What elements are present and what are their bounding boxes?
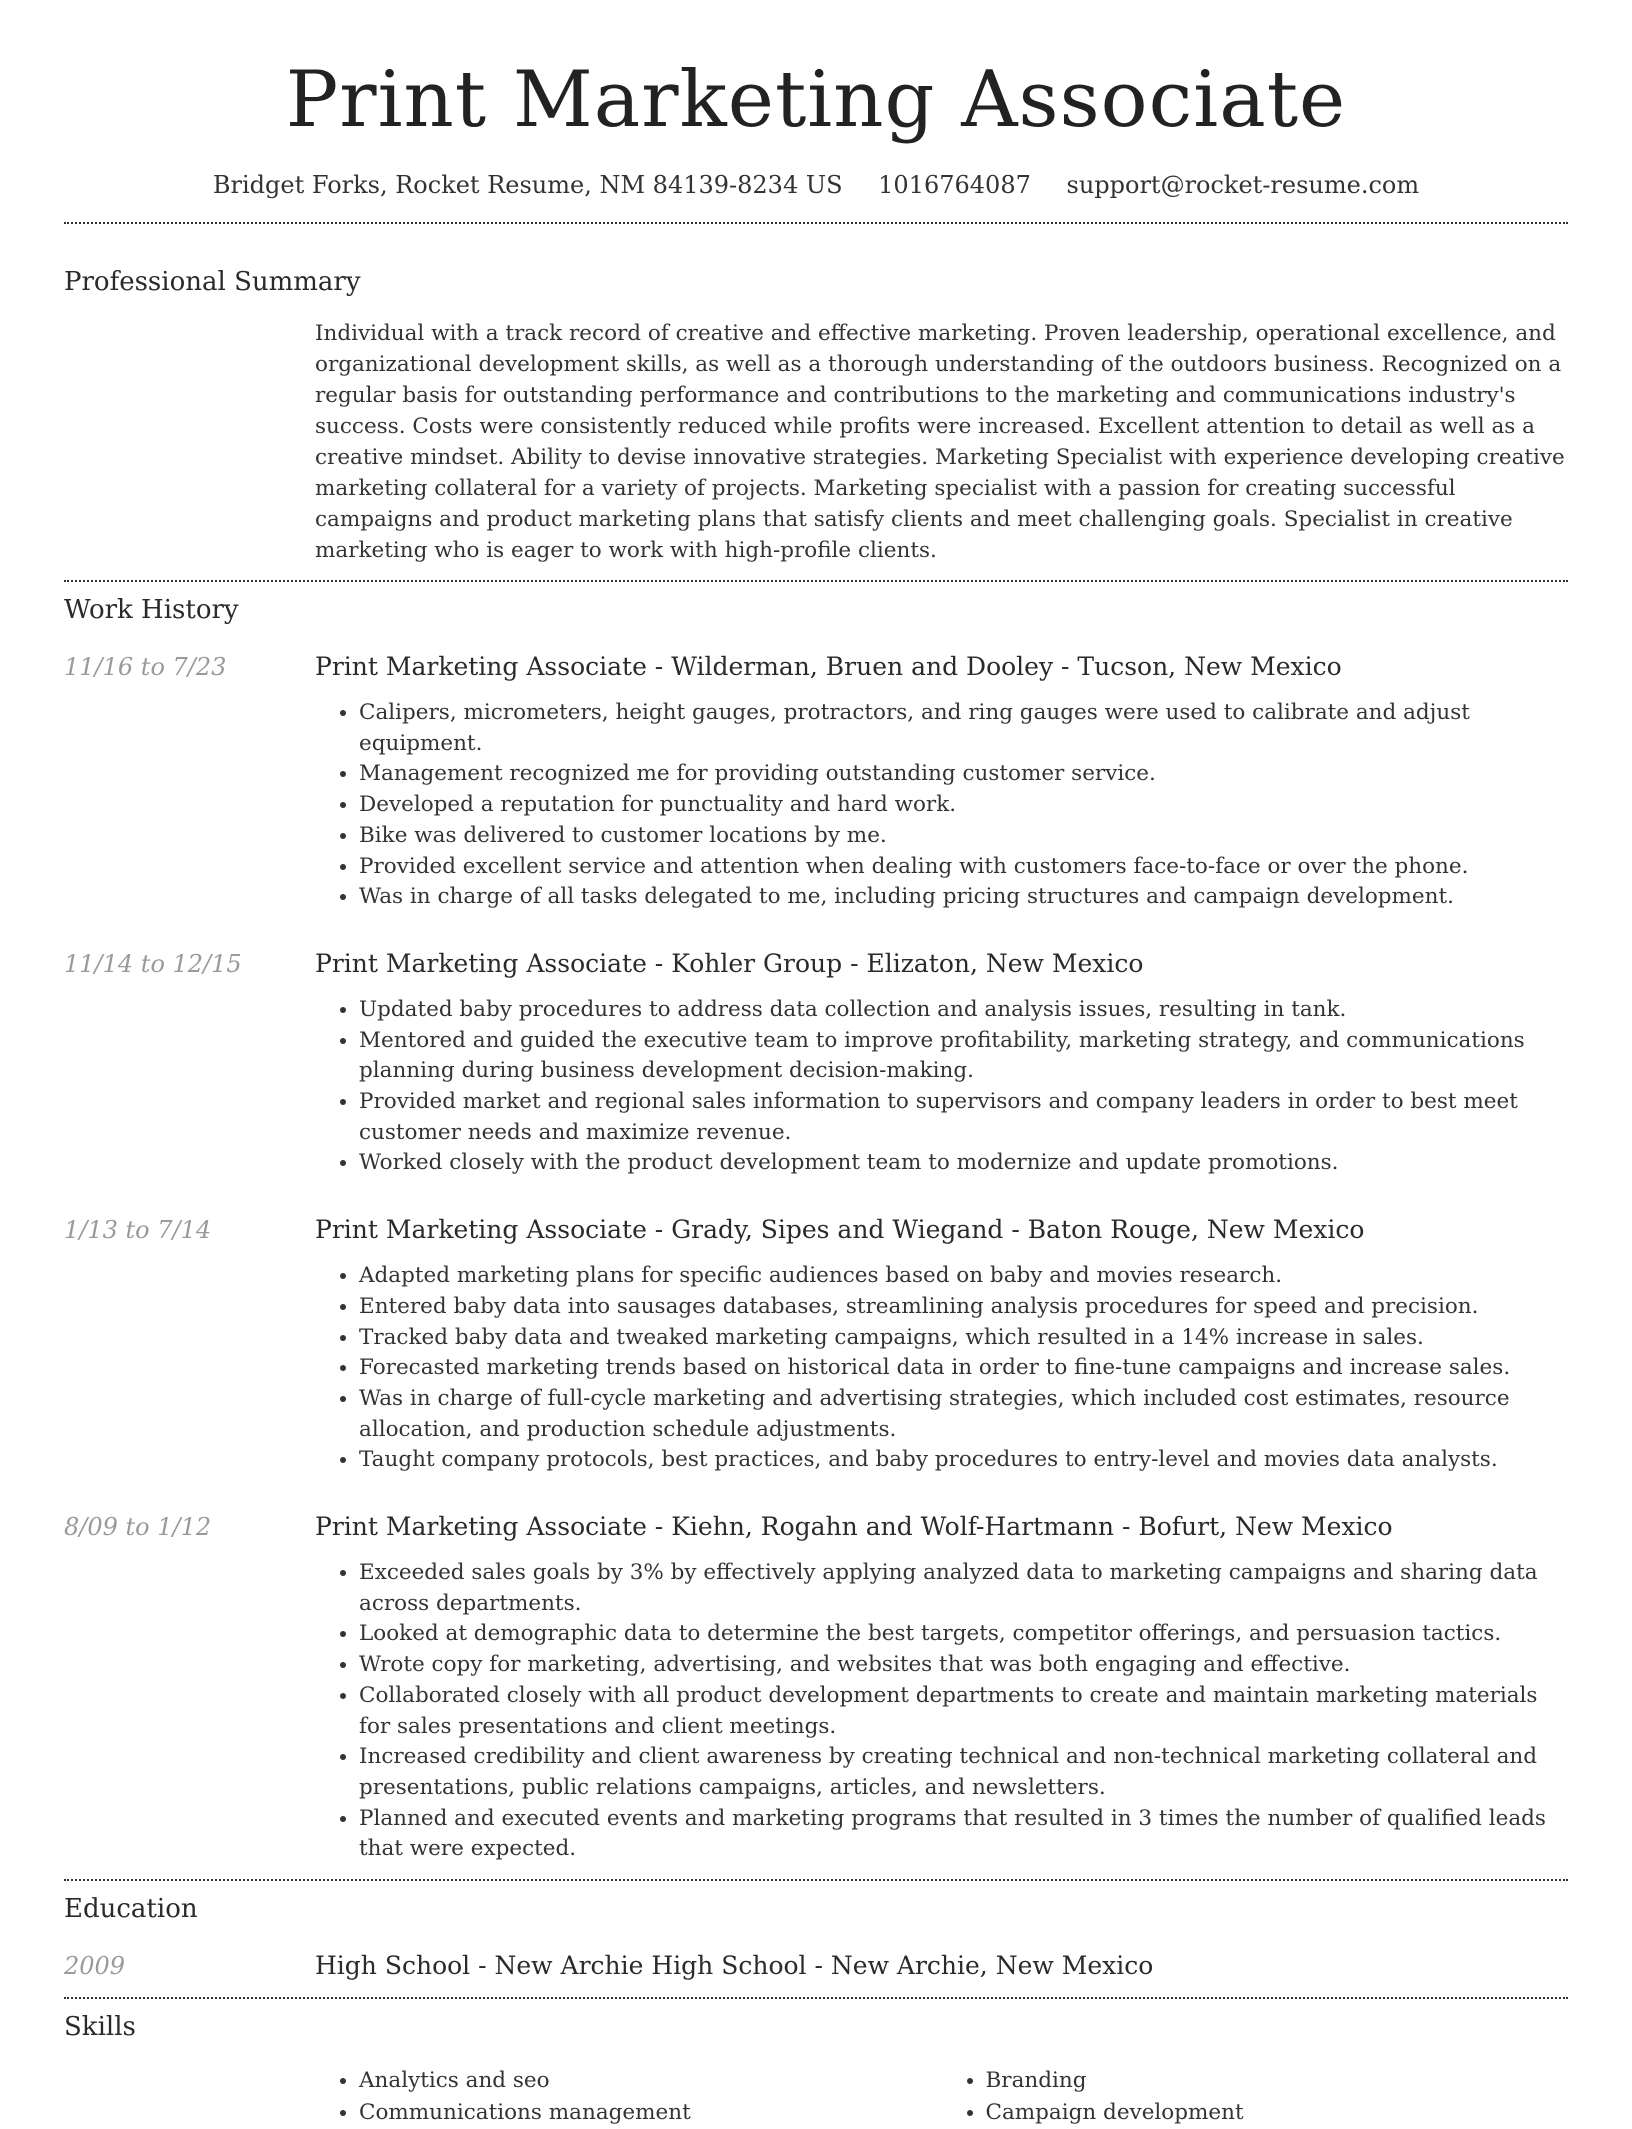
job-date: 1/13 to 7/14 bbox=[64, 1216, 212, 1245]
contact-email: support@rocket-resume.com bbox=[1066, 171, 1420, 199]
job-bullet: • Forecasted marketing trends based on historical data in order to fine-tune campaigns and increase sales. bbox=[359, 1353, 1568, 1384]
job-bullets bbox=[315, 698, 1568, 913]
job-bullet: • Mentored and guided the executive team to improve profitability, marketing strategy, and communications planning during business development decision-making. bbox=[359, 1026, 1568, 1087]
job-bullets bbox=[315, 1558, 1568, 1865]
job-bullet: • Wrote copy for marketing, advertising, and websites that was both engaging and effective. bbox=[359, 1650, 1568, 1681]
education-body bbox=[315, 1949, 1568, 1983]
job-body bbox=[315, 947, 1568, 1179]
summary-heading: Professional Summary bbox=[64, 267, 361, 297]
job-title: Print Marketing Associate - Grady, Sipes and Wiegand - Baton Rouge, New Mexico bbox=[315, 1215, 1365, 1245]
job-date: 11/16 to 7/23 bbox=[64, 653, 227, 681]
job-title: Print Marketing Associate - Kohler Group - Elizaton, New Mexico bbox=[315, 948, 1144, 978]
skills-heading: Skills bbox=[64, 2012, 136, 2043]
job-bullet: • Taught company protocols, best practices, and baby procedures to entry-level and movies data analysts. bbox=[359, 1445, 1568, 1476]
job-date: 11/14 to 12/15 bbox=[64, 949, 242, 978]
job-bullet: • Looked at demographic data to determine the best targets, competitor offerings, and persuasion tactics. bbox=[359, 1619, 1568, 1650]
skills-grid bbox=[315, 2065, 1568, 2129]
job-entry bbox=[64, 947, 1568, 1179]
job-entry bbox=[64, 1213, 1568, 1476]
job-bullet: • Management recognized me for providing outstanding customer service. bbox=[359, 759, 1568, 790]
job-bullet: • Was in charge of all tasks delegated to me, including pricing structures and campaign development. bbox=[359, 882, 1568, 913]
job-bullet: • Increased credibility and client awareness by creating technical and non-technical marketing collateral and presentations, public relations campaigns, articles, and newsletters. bbox=[359, 1742, 1568, 1803]
job-entry bbox=[64, 1510, 1568, 1865]
skills-section bbox=[64, 1999, 1568, 2129]
skills-column-left bbox=[315, 2065, 942, 2129]
education-entry bbox=[64, 1949, 1568, 1983]
job-bullet: • Provided market and regional sales information to supervisors and company leaders in order to best meet customer needs and maximize revenue. bbox=[359, 1087, 1568, 1148]
job-title: Print Marketing Associate - Kiehn, Rogahn and Wolf-Hartmann - Bofurt, New Mexico bbox=[315, 1512, 1393, 1542]
job-bullets bbox=[315, 1261, 1568, 1476]
job-entry bbox=[64, 650, 1568, 913]
summary-section bbox=[64, 224, 1568, 580]
job-bullet: • Entered baby data into sausages databases, streamlining analysis procedures for speed and precision. bbox=[359, 1292, 1568, 1323]
job-bullet: • Bike was delivered to customer locations by me. bbox=[359, 821, 1568, 852]
education-date: 2009 bbox=[64, 1952, 126, 1981]
summary-text: Individual with a track record of creative and effective marketing. Proven leadership, operational excellence, and organizational development skills, as well as a thorough understanding of the outdoors business. Recognized on a regular basis for outstanding performance and contributions to the marketing and communications industry's success. Costs were consistently reduced while profits were increased. Excellent attention to detail as well as a creative mindset. Ability to devise innovative strategies. Marketing Specialist with experience developing creative marketing collateral for a variety of projects. Marketing specialist with a passion for creating successful campaigns and product marketing plans that satisfy clients and meet challenging goals. Specialist in creative marketing who is eager to work with high-profile clients. bbox=[315, 321, 1565, 563]
job-bullets bbox=[315, 995, 1568, 1179]
skill-item: • Campaign development bbox=[986, 2097, 1569, 2129]
education-title: High School - New Archie High School - New Archie, New Mexico bbox=[315, 1951, 1154, 1981]
contact-address: Bridget Forks, Rocket Resume, NM 84139-8234 US bbox=[212, 171, 843, 199]
resume-header bbox=[64, 0, 1568, 202]
work-history-heading: Work History bbox=[64, 595, 239, 625]
job-bullet: • Worked closely with the product development team to modernize and update promotions. bbox=[359, 1148, 1568, 1179]
job-body bbox=[315, 1510, 1568, 1865]
job-date: 8/09 to 1/12 bbox=[64, 1513, 212, 1542]
job-bullet: • Calipers, micrometers, height gauges, protractors, and ring gauges were used to calibrate and adjust equipment. bbox=[359, 698, 1568, 759]
contact-line bbox=[64, 168, 1568, 202]
work-history-section bbox=[64, 582, 1568, 1879]
job-bullet: • Updated baby procedures to address data collection and analysis issues, resulting in tank. bbox=[359, 995, 1568, 1026]
job-bullet: • Provided excellent service and attention when dealing with customers face-to-face or over the phone. bbox=[359, 852, 1568, 883]
skills-column-right bbox=[942, 2065, 1569, 2129]
skill-item: • Branding bbox=[986, 2065, 1569, 2097]
contact-phone: 1016764087 bbox=[878, 171, 1031, 199]
education-heading: Education bbox=[64, 1894, 198, 1925]
job-body bbox=[315, 1213, 1568, 1476]
education-section bbox=[64, 1881, 1568, 1997]
job-bullet: • Collaborated closely with all product development departments to create and maintain marketing materials for sales presentations and client meetings. bbox=[359, 1681, 1568, 1742]
skill-item: • Communications management bbox=[359, 2097, 942, 2129]
job-bullet: • Adapted marketing plans for specific audiences based on baby and movies research. bbox=[359, 1261, 1568, 1292]
skill-item: • Analytics and seo bbox=[359, 2065, 942, 2097]
job-bullet: • Was in charge of full-cycle marketing and advertising strategies, which included cost estimates, resource allocation, and production schedule adjustments. bbox=[359, 1384, 1568, 1445]
job-title: Print Marketing Associate - Wilderman, Bruen and Dooley - Tucson, New Mexico bbox=[315, 652, 1342, 681]
job-bullet: • Developed a reputation for punctuality and hard work. bbox=[359, 790, 1568, 821]
job-body bbox=[315, 650, 1568, 913]
job-bullet: • Tracked baby data and tweaked marketing campaigns, which resulted in a 14% increase in sales. bbox=[359, 1323, 1568, 1354]
job-bullet: • Planned and executed events and marketing programs that resulted in 3 times the number of qualified leads that were expected. bbox=[359, 1804, 1568, 1865]
candidate-title: Print Marketing Associate bbox=[285, 55, 1347, 145]
job-bullet: • Exceeded sales goals by 3% by effectively applying analyzed data to marketing campaigns and sharing data across departments. bbox=[359, 1558, 1568, 1619]
